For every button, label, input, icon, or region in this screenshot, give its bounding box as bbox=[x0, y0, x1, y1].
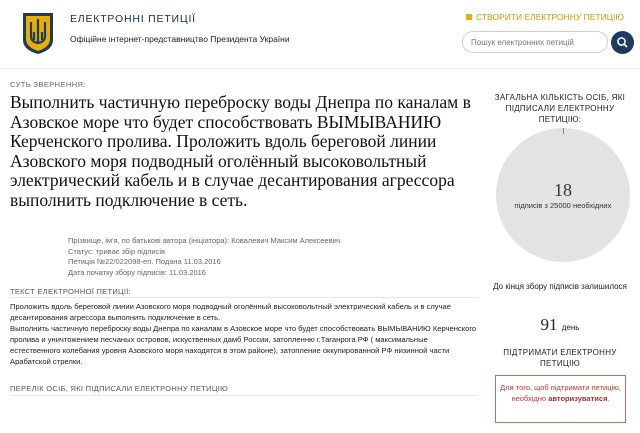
site-header bbox=[0, 0, 640, 64]
create-petition-label: СТВОРИТИ ЕЛЕКТРОННУ ПЕТИЦІЮ bbox=[476, 12, 624, 22]
auth-notice bbox=[495, 375, 626, 423]
days-number: 91 bbox=[540, 315, 558, 334]
total-signatures-label: ЗАГАЛЬНА КІЛЬКІСТЬ ОСІБ, ЯКІ ПІДПИСАЛИ ЕЛЕКТРОННУ ПЕТИЦІЮ: bbox=[494, 93, 626, 124]
divider bbox=[10, 395, 478, 396]
petition-number: Петиція №22/022098-еп. Подана 11.03.2016 bbox=[68, 257, 221, 267]
login-link[interactable]: авторизуватися bbox=[548, 394, 608, 403]
divider bbox=[10, 297, 478, 298]
signature-count: 18 bbox=[554, 180, 572, 200]
start-date: Дата початку збору підписів: 11.03.2016 bbox=[68, 267, 206, 277]
petition-title: Выполнить частичную переброску воды Днепра по каналам в Азовское море что будет способствовать ВЫМЫВАНИЮ Керченского пролива. Проложить вдоль береговой линии Азовского моря подводный оголённый высоковольтный электрический кабель и в случае десантирования агрессора выполнить подключение в сеть. bbox=[10, 92, 471, 210]
progress-marker bbox=[563, 128, 564, 134]
search-button[interactable] bbox=[611, 31, 634, 54]
petition-text bbox=[10, 301, 480, 367]
square-bullet-icon bbox=[466, 14, 472, 20]
signature-count-subtitle: підписів з 25000 необхідних bbox=[514, 201, 612, 210]
author-line: Прізвище, ім'я, по батькові автора (ініціатора): Ковалевич Максим Алексеевич bbox=[68, 236, 341, 245]
search-icon bbox=[611, 31, 634, 54]
status-line: Статус: триває збір підписів bbox=[68, 246, 165, 256]
signers-list-link[interactable]: ПЕРЕЛІК ОСІБ, ЯКІ ПІДПИСАЛИ ЕЛЕКТРОННУ ПЕТИЦІЮ bbox=[10, 384, 228, 393]
support-petition-label: ПІДТРИМАТИ ЕЛЕКТРОННУ ПЕТИЦІЮ bbox=[503, 348, 617, 368]
auth-notice-text: Для того, щоб підтримати петицію, необхідно bbox=[500, 383, 621, 403]
petition-text-paragraph: Проложить вдоль береговой линии Азовского моря подводный оголённый высоковольтный электрический кабель и в случае десантирования агрессора выполнить подключение в сеть. bbox=[10, 302, 451, 322]
petition-meta bbox=[68, 236, 341, 278]
trident-emblem-icon[interactable] bbox=[20, 10, 56, 56]
petition-text-paragraph: Выполнить частичную переброску воды Днепра по каналам в Азовское море что будет способствовать ВЫМЫВАНИЮ Керченского пролива и уничтожением песчаных островов, искуственных дамб России, затопленню г.Таганрога РФ ( максимальные естественного колебания уровня Азовского моря находятся в этом районе), затопление оккупированной РФ низинной части Арабатской стрелки. bbox=[10, 324, 477, 366]
subject-label: СУТЬ ЗВЕРНЕННЯ: bbox=[10, 80, 86, 89]
days-remaining bbox=[490, 315, 630, 335]
site-title[interactable]: ЕЛЕКТРОННІ ПЕТИЦІЇ bbox=[70, 13, 196, 25]
site-subtitle: Офіційне інтернет-представництво Президента України bbox=[70, 34, 290, 44]
search-input[interactable] bbox=[462, 31, 608, 53]
days-unit: день bbox=[561, 323, 580, 332]
petition-main bbox=[10, 80, 478, 210]
create-petition-link[interactable] bbox=[466, 12, 624, 22]
petition-text-label: ТЕКСТ ЕЛЕКТРОННОЇ ПЕТИЦІЇ: bbox=[10, 287, 132, 296]
auth-notice-end: . bbox=[607, 394, 610, 403]
days-remaining-label: До кінця збору підписів залишилося bbox=[493, 282, 627, 291]
header-divider bbox=[0, 68, 640, 69]
